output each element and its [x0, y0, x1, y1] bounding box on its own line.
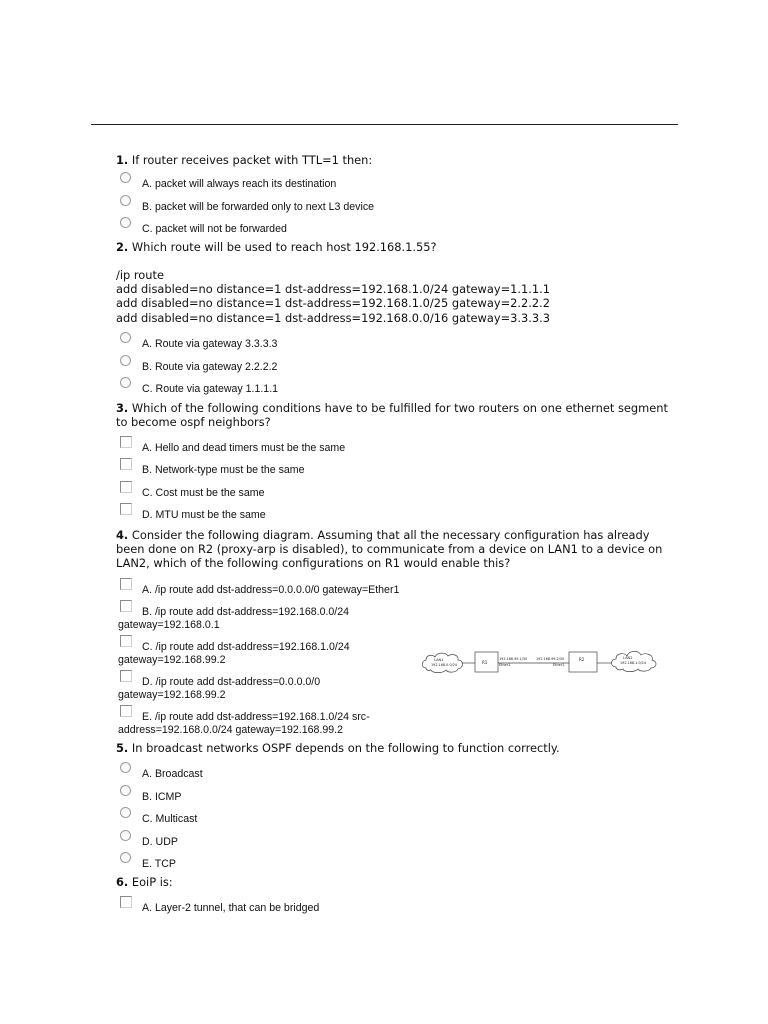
question-6 — [116, 875, 676, 889]
question-text: to become ospf neighbors? — [116, 414, 271, 429]
answer-option[interactable] — [116, 836, 676, 849]
question-text: EoiP is: — [131, 874, 173, 889]
header-divider — [91, 124, 678, 125]
question-number: 6. — [116, 874, 129, 889]
option-label: A. Hello and dead timers must be the same — [142, 441, 346, 454]
radio-button[interactable] — [120, 332, 131, 343]
answer-option[interactable] — [116, 442, 676, 455]
answer-option[interactable] — [116, 584, 676, 597]
checkbox[interactable] — [120, 436, 132, 448]
question-text: Which route will be used to reach host 192.168.1.55? — [131, 239, 437, 254]
question-number: 2. — [116, 239, 129, 254]
answer-option[interactable] — [116, 487, 676, 500]
question-text: Consider the following diagram. Assuming that all the necessary configuration has already — [131, 527, 650, 542]
radio-button[interactable] — [120, 852, 131, 863]
radio-button[interactable] — [120, 172, 131, 183]
option-label: B. packet will be forwarded only to next L3 device — [142, 200, 375, 213]
answer-option[interactable] — [116, 858, 676, 871]
checkbox[interactable] — [120, 578, 132, 590]
network-diagram — [420, 646, 660, 682]
radio-button[interactable] — [120, 807, 131, 818]
option-label-continued: address=192.168.0.0/24 gateway=192.168.99.2 — [118, 723, 344, 736]
checkbox[interactable] — [120, 705, 132, 717]
answer-option[interactable] — [116, 813, 676, 826]
option-label: C. /ip route add dst-address=192.168.1.0/24 — [142, 641, 350, 654]
option-label-continued: gateway=192.168.99.2 — [118, 653, 226, 666]
option-label: E. TCP — [142, 858, 176, 871]
answer-option[interactable] — [116, 338, 676, 351]
option-label-continued: gateway=192.168.99.2 — [118, 688, 226, 701]
lan2-network: 192.168.1.0/24 — [620, 661, 646, 665]
question-number: 1. — [116, 153, 129, 167]
option-label: C. Multicast — [142, 813, 198, 826]
answer-option[interactable] — [116, 383, 676, 396]
option-label: E. /ip route add dst-address=192.168.1.0/24 src- — [142, 711, 370, 724]
option-label: B. Route via gateway 2.2.2.2 — [142, 360, 278, 373]
answer-option[interactable] — [116, 711, 676, 736]
answer-option[interactable] — [116, 606, 676, 631]
answer-option[interactable] — [116, 464, 676, 477]
code-line: add disabled=no distance=1 dst-address=192.168.1.0/24 gateway=1.1.1.1 — [116, 281, 550, 296]
radio-button[interactable] — [120, 785, 131, 796]
code-line: add disabled=no distance=1 dst-address=192.168.0.0/16 gateway=3.3.3.3 — [116, 310, 550, 325]
answer-option[interactable] — [116, 178, 676, 191]
option-label: A. Broadcast — [142, 768, 203, 781]
option-label: C. Route via gateway 1.1.1.1 — [142, 383, 279, 396]
question-text: LAN2, which of the following configurations on R1 would enable this? — [116, 555, 511, 570]
answer-option[interactable] — [116, 201, 676, 214]
radio-button[interactable] — [120, 762, 131, 773]
quiz-content — [116, 150, 676, 914]
checkbox[interactable] — [120, 458, 132, 470]
r1-address: 192.168.99.1/30 — [499, 657, 528, 661]
router-r1-label: R1 — [482, 660, 488, 665]
code-line: /ip route — [116, 267, 164, 282]
radio-button[interactable] — [120, 195, 131, 206]
r1-interface: Ether1 — [499, 663, 511, 667]
lan1-network: 192.168.0.0/24 — [431, 663, 457, 667]
option-label: A. /ip route add dst-address=0.0.0.0/0 gateway=Ether1 — [142, 583, 400, 596]
checkbox[interactable] — [120, 503, 132, 515]
question-text: Which of the following conditions have to be fulfilled for two routers on one ethernet segment — [131, 400, 668, 415]
radio-button[interactable] — [120, 355, 131, 366]
router-r2-label: R2 — [579, 657, 585, 662]
answer-option[interactable] — [116, 223, 676, 236]
question-4 — [116, 528, 676, 570]
option-label: B. /ip route add dst-address=192.168.0.0/24 — [142, 606, 350, 619]
option-label: B. Network-type must be the same — [142, 464, 305, 477]
checkbox[interactable] — [120, 481, 132, 493]
checkbox[interactable] — [120, 896, 132, 908]
question-number: 3. — [116, 400, 129, 415]
question-number: 5. — [116, 741, 129, 756]
question-text: been done on R2 (proxy-arp is disabled), to communicate from a device on LAN1 to a device on — [116, 541, 663, 556]
answer-option[interactable] — [116, 361, 676, 374]
option-label: A. Route via gateway 3.3.3.3 — [142, 338, 278, 351]
option-label: A. packet will always reach its destination — [142, 178, 337, 190]
question-text: In broadcast networks OSPF depends on the following to function correctly. — [131, 741, 560, 756]
question-5 — [116, 741, 676, 755]
lan2-label: LAN2 — [623, 656, 633, 660]
checkbox[interactable] — [120, 600, 132, 612]
option-label: C. Cost must be the same — [142, 486, 265, 499]
answer-option[interactable] — [116, 768, 676, 781]
question-number: 4. — [116, 527, 129, 542]
radio-button[interactable] — [120, 830, 131, 841]
checkbox[interactable] — [120, 635, 132, 647]
option-label-continued: gateway=192.168.0.1 — [118, 618, 220, 631]
option-label: D. UDP — [142, 835, 178, 848]
r2-address: 192.168.99.2/30 — [536, 657, 565, 661]
r2-interface: Ether1 — [553, 663, 565, 667]
option-label: C. packet will not be forwarded — [142, 223, 287, 235]
lan1-label: LAN1 — [434, 658, 444, 662]
code-line: add disabled=no distance=1 dst-address=192.168.1.0/25 gateway=2.2.2.2 — [116, 296, 550, 311]
option-label: D. MTU must be the same — [142, 509, 266, 522]
option-label: A. Layer-2 tunnel, that can be bridged — [142, 901, 320, 914]
question-text: If router receives packet with TTL=1 then: — [131, 153, 373, 167]
radio-button[interactable] — [120, 217, 131, 228]
answer-option[interactable] — [116, 509, 676, 522]
radio-button[interactable] — [120, 377, 131, 388]
question-1 — [116, 153, 676, 167]
option-label: D. /ip route add dst-address=0.0.0.0/0 — [142, 676, 321, 689]
answer-option[interactable] — [116, 902, 676, 915]
answer-option[interactable] — [116, 791, 676, 804]
option-label: B. ICMP — [142, 790, 182, 803]
checkbox[interactable] — [120, 670, 132, 682]
router-r2 — [569, 652, 597, 672]
question-3 — [116, 401, 676, 429]
question-2 — [116, 240, 676, 254]
code-block — [116, 268, 676, 326]
